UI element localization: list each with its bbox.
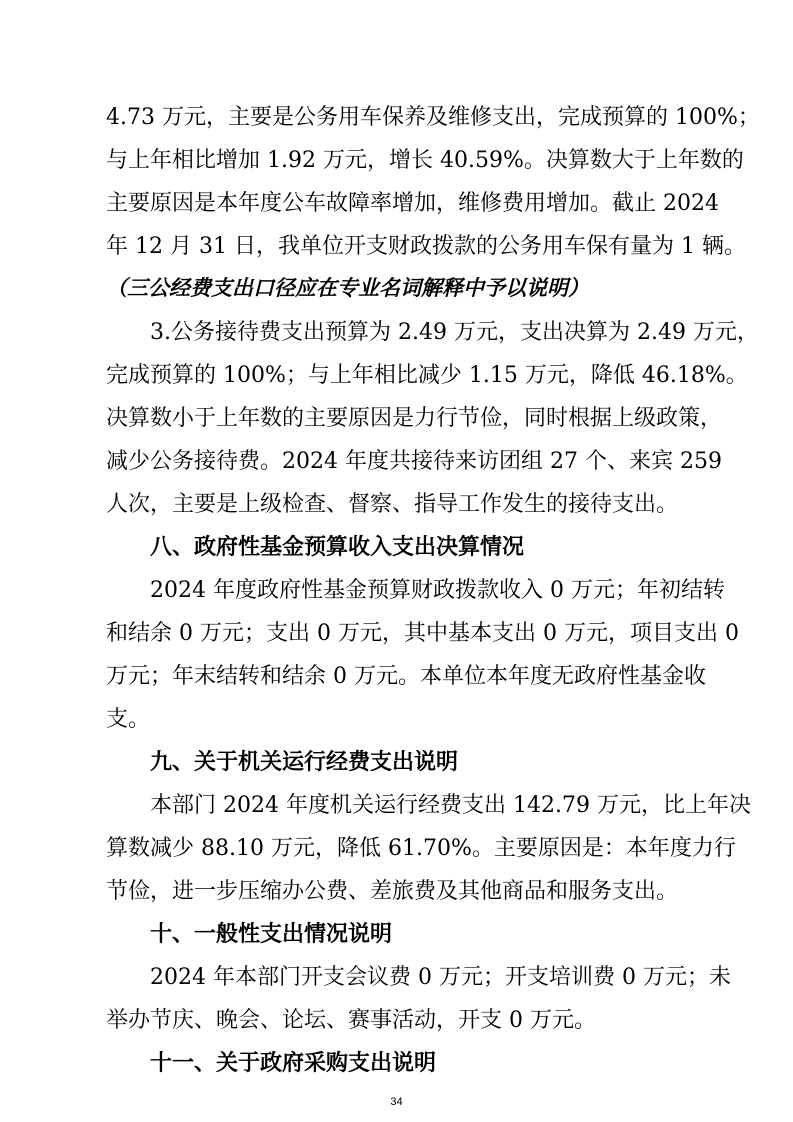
section-heading: 八、政府性基金预算收入支出决算情况 [150, 535, 525, 560]
text-line: 万元；年末结转和结余 0 万元。本单位本年度无政府性基金收 [106, 664, 706, 689]
text-line: 和结余 0 万元；支出 0 万元，其中基本支出 0 万元，项目支出 0 [106, 621, 739, 646]
text-line: 2024 年度政府性基金预算财政拨款收入 0 万元；年初结转 [150, 578, 725, 603]
text-line: 减少公务接待费。2024 年度共接待来访团组 27 个、来宾 259 [106, 449, 722, 474]
text-line: 与上年相比增加 1.92 万元，增长 40.59%。决算数大于上年数的 [106, 148, 744, 173]
page-number: 34 [390, 1096, 403, 1108]
text-line: 节俭，进一步压缩办公费、差旅费及其他商品和服务支出。 [106, 879, 679, 904]
text-line: 3.公务接待费支出预算为 2.49 万元，支出决算为 2.49 万元， [150, 320, 759, 345]
text-line: 2024 年本部门开支会议费 0 万元；开支培训费 0 万元；未 [150, 965, 731, 990]
section-heading: 十一、关于政府采购支出说明 [150, 1051, 437, 1076]
explanatory-note: （三公经费支出口径应在专业名词解释中予以说明） [106, 276, 589, 300]
text-line: 人次，主要是上级检查、督察、指导工作发生的接待支出。 [106, 492, 679, 517]
text-line: 4.73 万元，主要是公务用车保养及维修支出，完成预算的 100%； [106, 105, 760, 130]
text-line: 决算数小于上年数的主要原因是力行节俭，同时根据上级政策， [106, 406, 723, 431]
text-line: 完成预算的 100%；与上年相比减少 1.15 万元，降低 46.18%。 [106, 363, 748, 388]
text-line: 算数减少 88.10 万元，降低 61.70%。主要原因是：本年度力行 [106, 836, 736, 861]
text-line: 年 12 月 31 日，我单位开支财政拨款的公务用车保有量为 1 辆。 [106, 234, 746, 259]
text-line: 支。 [106, 707, 151, 732]
section-heading: 九、关于机关运行经费支出说明 [150, 750, 459, 775]
text-line: 主要原因是本年度公车故障率增加，维修费用增加。截止 2024 [106, 191, 719, 216]
text-line: 本部门 2024 年度机关运行经费支出 142.79 万元，比上年决 [150, 793, 751, 818]
text-line: 举办节庆、晚会、论坛、赛事活动，开支 0 万元。 [106, 1008, 596, 1033]
section-heading: 十、一般性支出情况说明 [150, 922, 393, 947]
